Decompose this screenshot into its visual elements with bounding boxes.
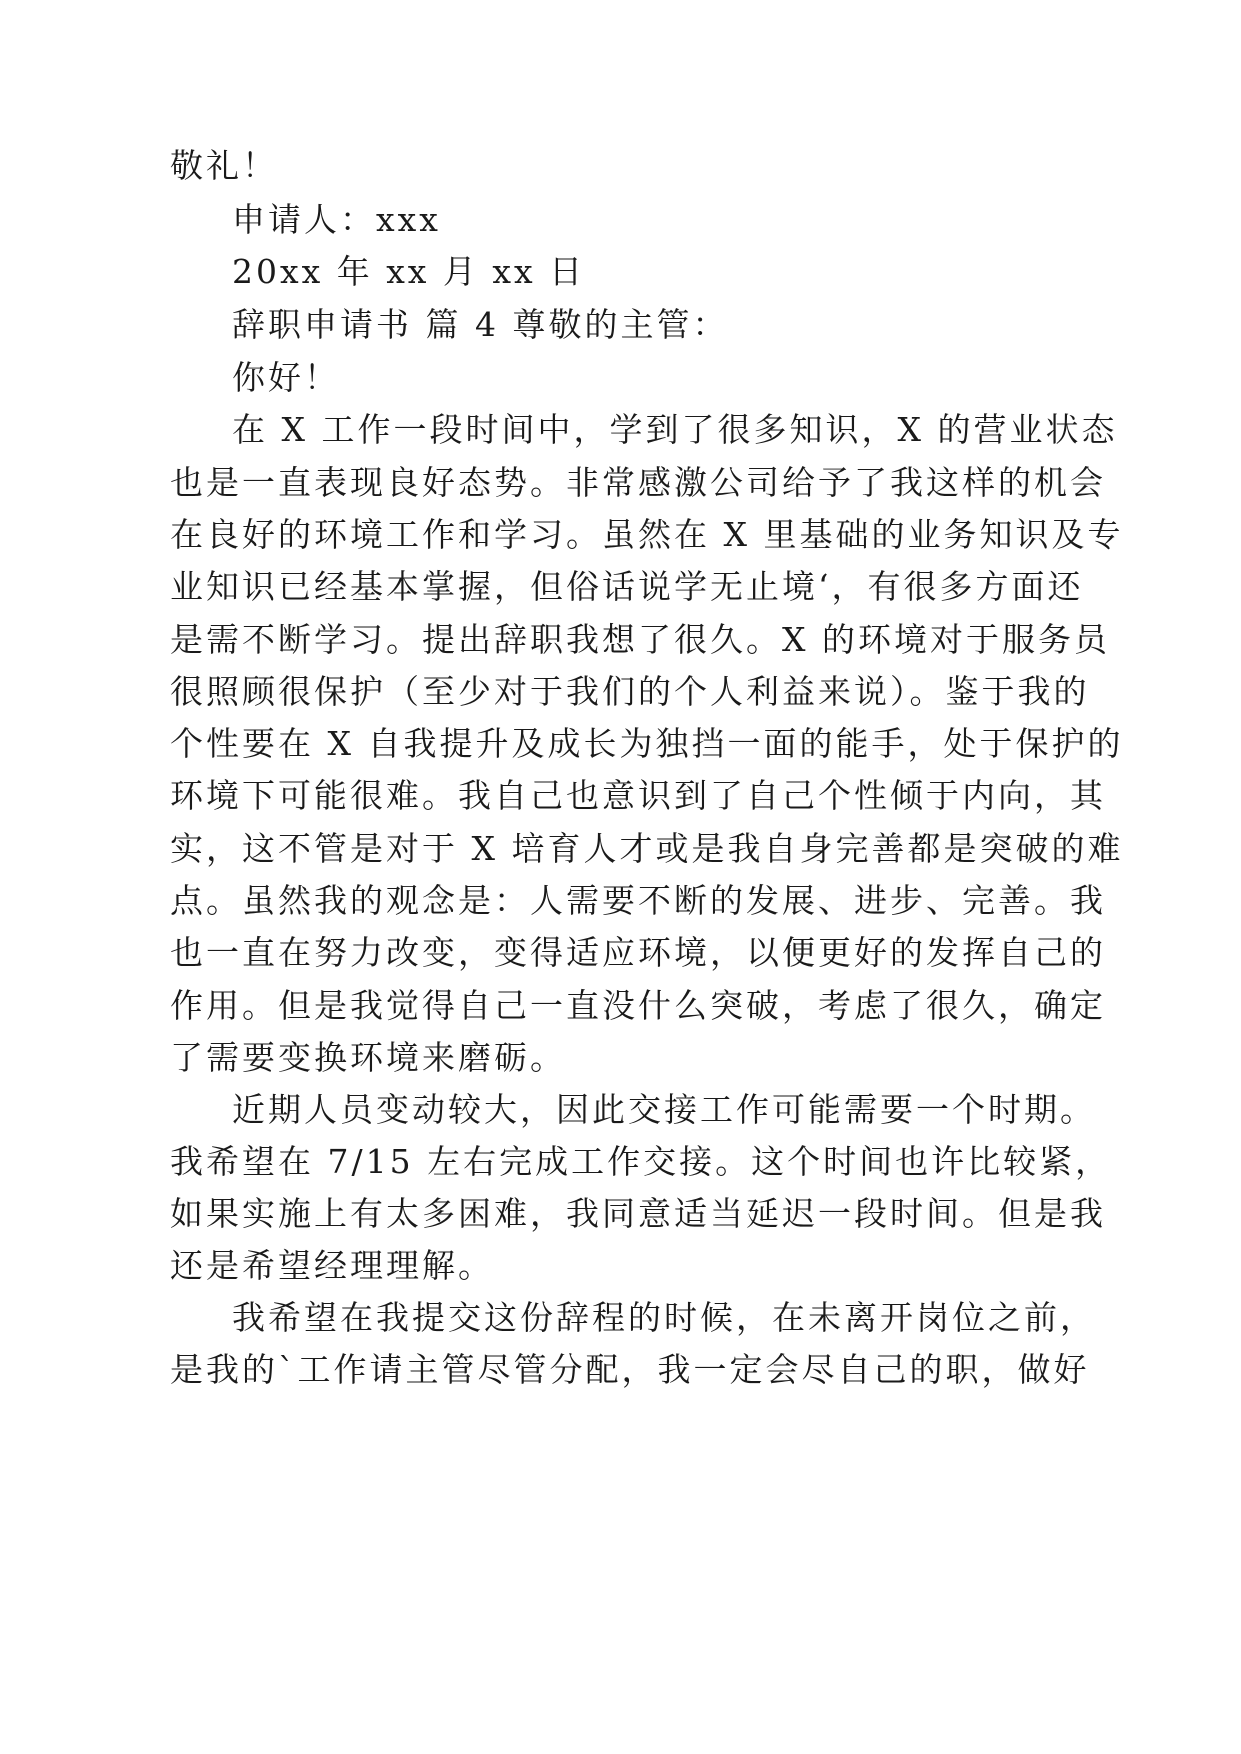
applicant-line: 申请人：xxx — [232, 200, 441, 239]
section-heading: 辞职申请书 篇 4 尊敬的主管： — [232, 305, 729, 344]
paragraph-line: 还是希望经理理解。 — [170, 1246, 494, 1285]
paragraph-line: 了需要变换环境来磨砺。 — [170, 1038, 566, 1077]
paragraph-line: 近期人员变动较大，因此交接工作可能需要一个时期。 — [232, 1090, 1096, 1129]
paragraph-line: 是我的`工作请主管尽管分配，我一定会尽自己的职，做好 — [170, 1350, 1090, 1389]
paragraph-line: 在 X 工作一段时间中，学到了很多知识，X 的营业状态 — [232, 410, 1118, 449]
closing-salutation: 敬礼！ — [170, 146, 278, 185]
paragraph-line: 也一直在努力改变，变得适应环境，以便更好的发挥自己的 — [170, 933, 1106, 972]
paragraph-line: 实，这不管是对于 X 培育人才或是我自身完善都是突破的难 — [170, 829, 1124, 868]
paragraph-line: 作用。但是我觉得自己一直没什么突破，考虑了很久，确定 — [170, 986, 1106, 1025]
paragraph-line: 我希望在 7/15 左右完成工作交接。这个时间也许比较紧， — [170, 1142, 1112, 1181]
greeting-line: 你好！ — [232, 358, 340, 397]
paragraph-line: 在良好的环境工作和学习。虽然在 X 里基础的业务知识及专 — [170, 515, 1124, 554]
paragraph-line: 我希望在我提交这份辞程的时候，在未离开岗位之前， — [232, 1298, 1096, 1337]
date-line: 20xx 年 xx 月 xx 日 — [232, 252, 586, 291]
paragraph-line: 如果实施上有太多困难，我同意适当延迟一段时间。但是我 — [170, 1194, 1106, 1233]
paragraph-line: 是需不断学习。提出辞职我想了很久。X 的环境对于服务员 — [170, 620, 1110, 659]
paragraph-line: 也是一直表现良好态势。非常感激公司给予了我这样的机会 — [170, 463, 1106, 502]
paragraph-line: 个性要在 X 自我提升及成长为独挡一面的能手，处于保护的 — [170, 724, 1124, 763]
paragraph-line: 业知识已经基本掌握，但俗话说学无止境‘，有很多方面还 — [170, 567, 1084, 606]
paragraph-line: 很照顾很保护（至少对于我们的个人利益来说）。鉴于我的 — [170, 672, 1090, 711]
paragraph-line: 环境下可能很难。我自己也意识到了自己个性倾于内向，其 — [170, 776, 1106, 815]
paragraph-line: 点。虽然我的观念是：人需要不断的发展、进步、完善。我 — [170, 881, 1106, 920]
